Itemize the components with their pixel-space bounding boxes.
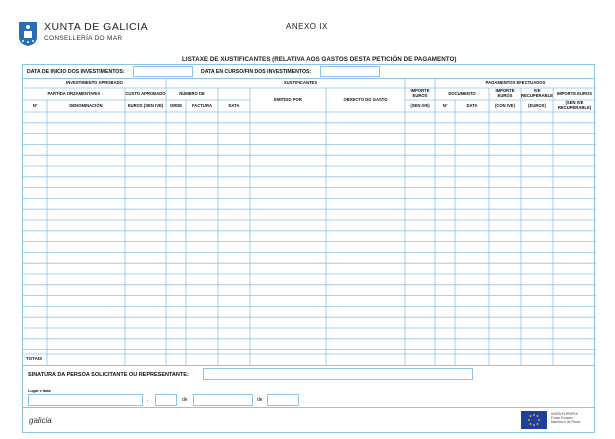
expense-table <box>23 79 596 366</box>
col-factura: FACTURA <box>191 102 212 108</box>
col-emitido-por: EMITIDO POR <box>274 96 302 102</box>
logo-title: XUNTA DE GALICIA <box>44 21 149 33</box>
signature-section <box>22 366 595 408</box>
eu-line-1: UNIÓN EUROPEA <box>551 412 578 416</box>
xunta-emblem-icon <box>18 21 38 47</box>
eu-caption <box>551 412 591 424</box>
col-sen-ive-recuperable: (SEN IVE RECUPERABLE) <box>557 100 592 110</box>
col-obxecto: OBXECTO DO GASTO <box>343 96 388 102</box>
eu-flag-icon <box>521 411 547 429</box>
totals-label: TOTAIS <box>26 356 43 361</box>
page-footer <box>22 408 595 433</box>
subgroup-importe-last: IMPORTE EUROS <box>556 90 593 96</box>
end-date-input[interactable] <box>320 66 380 77</box>
de-separator-1: de <box>182 397 188 403</box>
signature-input[interactable] <box>203 368 473 380</box>
subgroup-numero: NÚMERO DE <box>179 90 205 96</box>
col-n: Nº <box>32 102 38 108</box>
eu-line-3: Marítimo e de Pesca <box>551 420 581 425</box>
logo-subtitle: CONSELLERÍA DO MAR <box>44 35 123 42</box>
place-date-label: Lugar e data <box>28 389 51 393</box>
year-input[interactable] <box>267 394 299 406</box>
subgroup-custo: CUSTO APROBADO <box>125 90 166 96</box>
subgroup-importe: IMPORTE EUROS <box>410 88 430 98</box>
col-sen-ive: (SEN IVE) <box>410 102 430 108</box>
col-n-doc: Nº <box>442 102 448 108</box>
month-input[interactable] <box>193 394 253 406</box>
col-euros-sen-ive: EUROS (SEN IVE) <box>127 102 164 108</box>
col-denominacion: DENOMINACIÓN <box>69 102 103 108</box>
col-orde: ORDE <box>169 102 183 108</box>
day-input[interactable] <box>155 394 177 406</box>
col-con-ive: (CON IVE) <box>494 102 515 108</box>
eu-line-2: Fondo Europeo <box>551 416 573 421</box>
start-date-label: DATA DE INICIO DOS INVESTIMENTOS: <box>27 69 125 75</box>
signature-label: SINATURA DA PERSOA SOLICITANTE OU REPRESENTANTE: <box>28 372 189 378</box>
form-frame <box>22 64 595 366</box>
col-euros: (EUROS) <box>528 102 546 108</box>
galicia-logo: galicia <box>29 416 52 425</box>
subgroup-documento: DOCUMENTO <box>448 90 476 96</box>
group-pagamentos: PAGAMENTOS EFECTUADOS <box>485 80 546 86</box>
group-xustificantes: XUSTIFICANTES <box>283 80 318 86</box>
subgroup-partida: PARTIDA ORZAMENTARIA <box>47 90 101 96</box>
table-grid-lines <box>23 79 596 366</box>
comma-separator: , <box>147 397 149 403</box>
subgroup-importe-pag: IMPORTE EUROS <box>495 88 515 98</box>
dates-row <box>23 65 594 79</box>
annex-label: ANEXO IX <box>286 22 328 31</box>
end-date-label: DATA EN CURSO/FIN DOS INVESTIMENTOS: <box>201 69 312 75</box>
col-data-doc: DATA <box>466 102 478 108</box>
subgroup-ive-recuperable: IVE RECUPERABLE <box>521 88 553 98</box>
place-input[interactable] <box>28 394 143 406</box>
group-investimento: INVESTIMENTO APROBADO <box>66 80 123 86</box>
form-title: LISTAXE DE XUSTIFICANTES (RELATIVA AOS GASTOS DESTA PETICIÓN DE PAGAMENTO) <box>182 56 457 63</box>
de-separator-2: de <box>257 397 263 403</box>
col-data: DATA <box>228 102 240 108</box>
start-date-input[interactable] <box>133 66 193 77</box>
